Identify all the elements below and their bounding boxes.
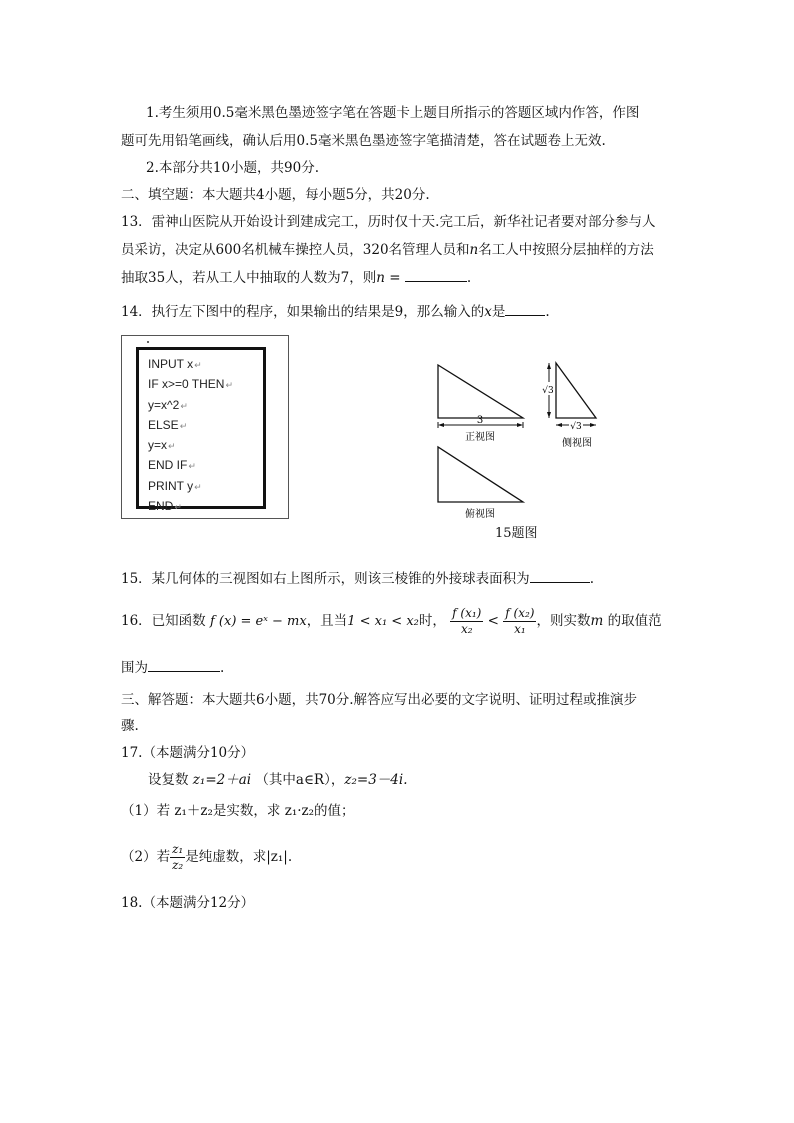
q16-prefix: 16．已知函数	[121, 613, 206, 629]
q17-given-text: 设复数	[148, 772, 189, 788]
code-line-5: y=x↵	[148, 438, 176, 453]
q17-header: 17.（本题满分10分）	[121, 745, 255, 761]
q17-given	[148, 770, 407, 790]
top-view-label: 俯视图	[465, 509, 495, 520]
q14-text-tail: 是	[491, 304, 506, 320]
q16-function: f (x) = eˣ − mx	[209, 614, 307, 629]
code-line-6: END IF↵	[148, 458, 196, 473]
q16-fraction-2: $\frac{\text{f (x₂)}}{\text{x₁}}$	[505, 606, 535, 636]
q15-line	[121, 569, 594, 589]
code-line-4: ELSE↵	[148, 417, 188, 432]
q14-var-x: x	[484, 304, 492, 320]
q16-tail-2: 的取值范	[607, 613, 662, 629]
section-3-line-2: 骤.	[121, 718, 139, 734]
q13-answer-blank[interactable]	[405, 269, 467, 282]
q13-line-2-tail: 名工人中按照分层抽样的方法	[478, 242, 654, 258]
side-height-label: √3	[542, 386, 554, 396]
q14-line	[121, 302, 550, 322]
q14-period: .	[545, 304, 550, 320]
q16-period: .	[220, 660, 225, 676]
q13-line-2	[121, 240, 654, 260]
side-height-arrow-bottom	[547, 412, 551, 418]
code-line-2: IF x>=0 THEN↵	[148, 377, 234, 392]
front-view-label: 正视图	[465, 432, 495, 443]
section-2-title: 二、填空题：本大题共4小题，每小题5分，共20分.	[121, 187, 430, 203]
q16-line-1	[121, 605, 662, 638]
q16-condition: 1 < x₁ < x₂	[347, 614, 419, 629]
instruction-line-2: 题可先用铅笔画线，确认后用0.5毫米黑色墨迹签字笔描清楚，答在试题卷上无效.	[121, 133, 606, 149]
q13-line-1: 13．雷神山医院从开始设计到建成完工，历时仅十天.完工后，新华社记者要对部分参与人	[121, 214, 656, 230]
front-view-triangle	[438, 365, 523, 418]
q14-answer-blank[interactable]	[505, 303, 545, 316]
q13-line-3	[121, 268, 471, 288]
figure-caption: 15题图	[495, 526, 538, 541]
q17-fraction: $\frac{\text{z₁}}{\text{z₂}}$	[172, 842, 184, 872]
q16-var-m: m	[590, 613, 604, 629]
q15-text: 15．某几何体的三视图如右上图所示，则该三棱锥的外接球表面积为	[121, 571, 530, 587]
side-width-arrow-right	[590, 423, 596, 427]
front-dim-arrow-right	[517, 423, 523, 427]
frame-dot	[147, 341, 149, 343]
q17-z1-def: z₁=2＋ai	[192, 772, 252, 788]
q17-condition: （其中a∈R），	[255, 772, 345, 788]
q16-line-2-text: 围为	[121, 660, 148, 676]
side-width-label: √3	[570, 422, 582, 432]
q16-when: 时，	[418, 613, 446, 629]
side-height-arrow-top	[547, 363, 551, 369]
q16-fraction-1: $\frac{\text{f (x₁)}}{\text{x₂}}$	[452, 606, 482, 636]
code-line-7: PRINT y↵	[148, 478, 202, 493]
code-line-1: INPUT x↵	[148, 357, 202, 371]
q13-var-n: n	[469, 242, 479, 258]
q14-text: 14．执行左下图中的程序，如果输出的结果是9，那么输入的	[121, 304, 485, 320]
q13-period: .	[466, 270, 472, 286]
instruction-line-1: 1.考生须用0.5毫米黑色墨迹签字笔在答题卡上题目所指示的答题区域内作答，作图	[146, 105, 640, 121]
q15-period: .	[589, 571, 594, 587]
code-line-8: END↵	[148, 499, 182, 514]
q16-line-2	[121, 658, 224, 678]
side-view-label: 侧视图	[562, 438, 592, 449]
q17-part-2-prefix: （2）若	[121, 849, 171, 865]
q13-line-3-text: 抽取35人，若从工人中抽取的人数为7，则	[121, 270, 377, 286]
three-view-figure	[425, 355, 615, 545]
q16-less-than: <	[487, 613, 499, 629]
q16-mid: ，且当	[306, 613, 348, 629]
side-view-triangle	[556, 363, 596, 418]
q15-answer-blank[interactable]	[530, 570, 590, 583]
q17-part-2	[121, 839, 292, 875]
q13-line-2-text: 员采访，决定从600名机械车操控人员，320名管理人员和	[121, 242, 470, 258]
q17-part-1: （1）若 z₁＋z₂是实数，求 z₁·z₂的值；	[121, 803, 355, 819]
q16-answer-blank[interactable]	[148, 659, 220, 672]
program-box	[136, 347, 266, 514]
program-frame	[121, 335, 289, 519]
q17-part-2-tail: 是纯虚数，求|z₁|.	[185, 849, 293, 865]
side-width-arrow-left	[556, 423, 562, 427]
front-dim-arrow-left	[438, 423, 444, 427]
code-line-3: y=x^2↵	[148, 397, 188, 412]
front-dim-label: 3	[476, 415, 484, 426]
instruction-line-3: 2.本部分共10小题，共90分.	[146, 160, 320, 176]
q16-tail: ，则实数	[536, 613, 591, 629]
q13-n-equals: n =	[376, 270, 401, 286]
section-3-line-1: 三、解答题：本大题共6小题，共70分.解答应写出必要的文字说明、证明过程或推演步	[121, 692, 638, 708]
q17-z2-def: z₂=3－4i.	[344, 772, 408, 788]
top-view-triangle	[438, 447, 523, 502]
q18-header: 18.（本题满分12分）	[121, 895, 255, 911]
